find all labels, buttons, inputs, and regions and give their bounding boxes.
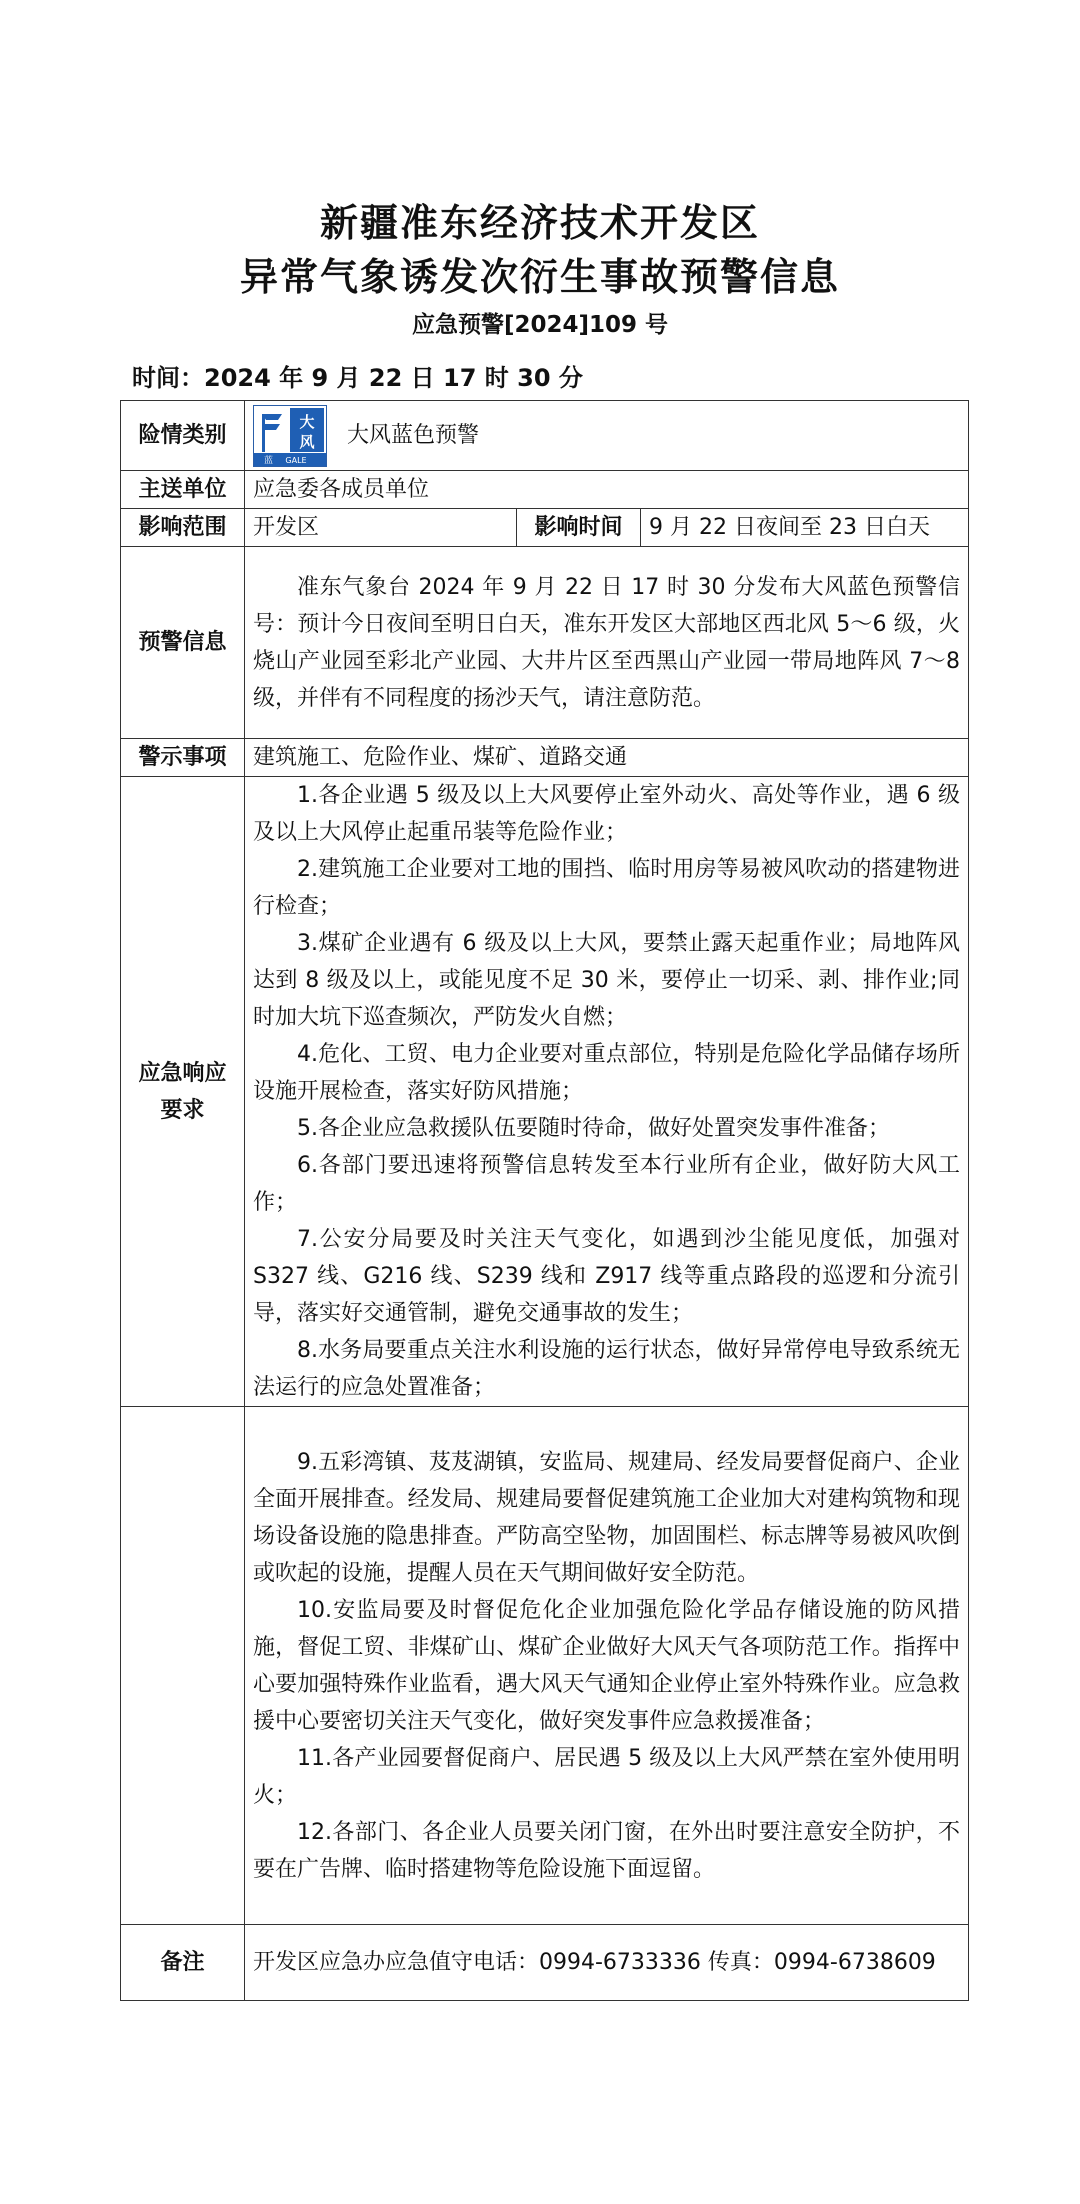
gale-icon-text-top: 大 — [299, 412, 315, 431]
document-title-line2: 异常气象诱发次衍生事故预警信息 — [239, 255, 840, 299]
risk-type-cell — [245, 401, 969, 471]
response-item: 1.各企业遇 5 级及以上大风要停止室外动火、高处等作业，遇 6 级及以上大风停止起重吊装等危险作业； — [253, 783, 961, 845]
alert-items-value: 建筑施工、危险作业、煤矿、道路交通 — [245, 739, 969, 777]
response-label-empty — [121, 1407, 245, 1925]
response-item: 6.各部门要迅速将预警信息转发至本行业所有企业，做好防大风工作； — [253, 1153, 961, 1215]
gale-icon-level: 蓝 — [264, 455, 274, 466]
row-alert-items — [121, 739, 969, 777]
impact-time-label: 影响时间 — [517, 509, 641, 547]
row-response-part1 — [121, 777, 969, 1407]
scope-value: 开发区 — [245, 509, 517, 547]
scope-label: 影响范围 — [121, 509, 245, 547]
risk-type-label: 险情类别 — [121, 401, 245, 471]
sender-value: 应急委各成员单位 — [245, 471, 969, 509]
alert-items-label: 警示事项 — [121, 739, 245, 777]
response-items-part2 — [245, 1407, 969, 1925]
issue-time: 时间：2024 年 9 月 22 日 17 时 30 分 — [132, 364, 583, 392]
risk-type-value: 大风蓝色预警 — [347, 423, 480, 448]
sender-label: 主送单位 — [121, 471, 245, 509]
warning-info-value: 准东气象台 2024 年 9 月 22 日 17 时 30 分发布大风蓝色预警信号：预计今日夜间至明日白天，准东开发区大部地区西北风 5～6 级，火烧山产业园至彩北产业园、大井片区至西黑山产业园一带局地阵风 7～8 级，并伴有不同程度的扬沙天气，请注意防范。 — [253, 574, 961, 711]
response-item: 2.建筑施工企业要对工地的围挡、临时用房等易被风吹动的搭建物进行检查； — [253, 857, 961, 919]
warning-table — [120, 400, 969, 2001]
response-item: 5.各企业应急救援队伍要随时待命，做好处置突发事件准备； — [297, 1116, 890, 1141]
warning-info-cell — [245, 547, 969, 739]
response-item: 8.水务局要重点关注水利设施的运行状态，做好异常停电导致系统无法运行的应急处置准备； — [253, 1338, 961, 1400]
response-label-text: 应急响应要求 — [138, 1060, 227, 1123]
row-response-part2 — [121, 1407, 969, 1925]
response-items-part1 — [245, 777, 969, 1407]
response-label — [121, 777, 245, 1407]
row-sender — [121, 471, 969, 509]
impact-time-value: 9 月 22 日夜间至 23 日白天 — [641, 509, 969, 547]
warning-info-label: 预警信息 — [121, 547, 245, 739]
response-item: 12.各部门、各企业人员要关闭门窗，在外出时要注意安全防护，不要在广告牌、临时搭建物等危险设施下面逗留。 — [253, 1819, 961, 1882]
gale-blue-warning-icon — [253, 405, 327, 467]
gale-icon-text-bottom: 风 — [299, 432, 315, 451]
response-item: 10.安监局要及时督促危化企业加强危险化学品存储设施的防风措施，督促工贸、非煤矿山、煤矿企业做好大风天气各项防范工作。指挥中心要加强特殊作业监看，遇大风天气通知企业停止室外特殊作业。应急救援中心要密切关注天气变化，做好突发事件应急救援准备； — [253, 1597, 961, 1734]
response-item: 7.公安分局要及时关注天气变化，如遇到沙尘能见度低，加强对 S327 线、G216 线、S239 线和 Z917 线等重点路段的巡逻和分流引导，落实好交通管制，避免交通事故的发生； — [253, 1227, 961, 1326]
response-item: 3.煤矿企业遇有 6 级及以上大风，要禁止露天起重作业；局地阵风达到 8 级及以上，或能见度不足 30 米，要停止一切采、剥、排作业;同时加大坑下巡查频次，严防发火自燃； — [253, 931, 961, 1030]
document-number: 应急预警[2024]109 号 — [411, 312, 669, 338]
document-title-line1: 新疆准东经济技术开发区 — [319, 201, 760, 245]
response-item: 9.五彩湾镇、芨芨湖镇，安监局、规建局、经发局要督促商户、企业全面开展排查。经发局、规建局要督促建筑施工企业加大对建构筑物和现场设备设施的隐患排查。严防高空坠物，加固围栏、标志牌等易被风吹倒或吹起的设施，提醒人员在天气期间做好安全防范。 — [253, 1449, 961, 1586]
row-remarks — [121, 1925, 969, 2001]
response-item: 11.各产业园要督促商户、居民遇 5 级及以上大风严禁在室外使用明火； — [253, 1745, 961, 1808]
row-scope — [121, 509, 969, 547]
row-warning-info — [121, 547, 969, 739]
remarks-value: 开发区应急办应急值守电话：0994-6733336 传真：0994-6738609 — [245, 1925, 969, 2001]
remarks-label: 备注 — [121, 1925, 245, 2001]
row-risk-type — [121, 401, 969, 471]
response-item: 4.危化、工贸、电力企业要对重点部位，特别是危险化学品储存场所设施开展检查，落实好防风措施； — [253, 1042, 961, 1104]
gale-icon-en: GALE — [285, 455, 307, 465]
